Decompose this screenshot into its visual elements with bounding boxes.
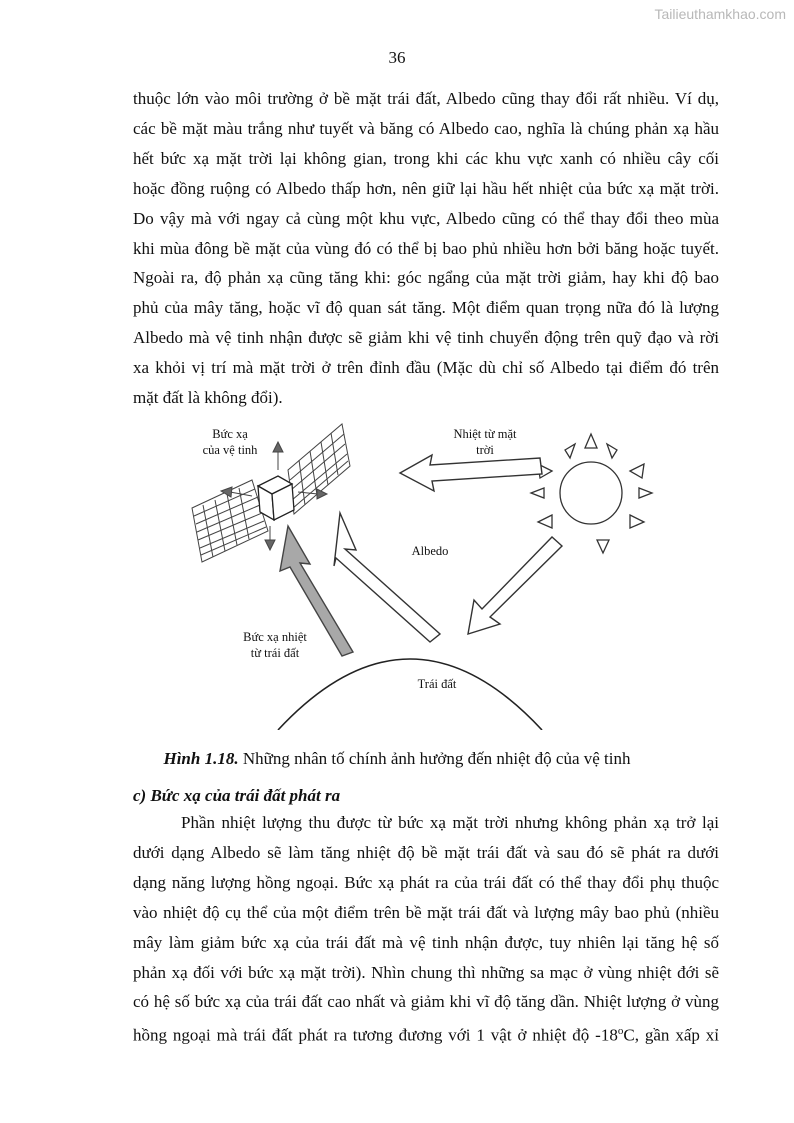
label-sun-heat bbox=[440, 426, 530, 458]
figure-caption bbox=[0, 749, 794, 769]
albedo-arrow bbox=[334, 513, 440, 642]
text-line: các bề mặt màu trắng như tuyết và băng có Albedo cao, nghĩa là chúng phản xạ hầu bbox=[133, 118, 719, 138]
degree-sup: o bbox=[617, 1025, 624, 1038]
text-line: khi mùa đông bề mặt của vùng đó có thể bị bao phủ nhiều hơn bởi băng hoặc tuyết. bbox=[133, 238, 719, 258]
text-line: Ngoài ra, độ phản xạ cũng tăng khi: góc ngẩng của mặt trời giảm, hay khi độ bao bbox=[133, 268, 719, 288]
label-line: Bức xạ bbox=[212, 427, 248, 441]
text-line: hết bức xạ mặt trời lại không gian, trong khi các khu vực xanh có nhiều cây cối bbox=[133, 148, 719, 168]
paragraph-albedo bbox=[133, 84, 719, 413]
text-line: phủ của mây tăng, hoặc vĩ độ quan sát tăng. Một điểm quan trọng nữa đó là lượng bbox=[133, 298, 719, 318]
label-albedo: Albedo bbox=[411, 544, 449, 558]
text-line: Albedo mà vệ tinh nhận được sẽ giảm khi vệ tinh chuyển động trên quỹ đạo và rời bbox=[133, 328, 719, 348]
text-line: vào nhiệt độ cụ thể của một điểm trên bề mặt trái đất và lượng mây bao phủ (nhiều bbox=[133, 902, 719, 922]
label-line: Nhiệt từ mặt bbox=[453, 427, 517, 441]
text-line: mặt đất là không đổi). bbox=[133, 388, 283, 408]
label-satellite-radiation bbox=[190, 426, 270, 458]
label-line: từ trái đất bbox=[250, 646, 300, 660]
sun-to-earth-arrow bbox=[468, 537, 562, 634]
text-line: mây làm giảm bức xạ của trái đất mà vệ tinh nhận được, tuy nhiên lại tăng hệ số bbox=[133, 932, 719, 952]
page-number: 36 bbox=[388, 48, 406, 67]
text-fragment: hồng ngoại mà trái đất phát ra tương đương với 1 vật ở nhiệt độ -18 bbox=[133, 1026, 618, 1045]
figure-satellite-heat-factors bbox=[170, 418, 670, 730]
label-line: trời bbox=[476, 443, 494, 457]
sun-icon bbox=[531, 434, 652, 553]
label-line: của vệ tinh bbox=[202, 443, 258, 457]
earth-arc bbox=[278, 659, 542, 730]
caption-text: Những nhân tố chính ảnh hưởng đến nhiệt độ của vệ tinh bbox=[238, 749, 631, 768]
label-line: Bức xạ nhiệt bbox=[243, 630, 307, 644]
text-line: dưới dạng Albedo sẽ làm tăng nhiệt độ bề mặt trái đất và sau đó sẽ phát ra dưới bbox=[133, 842, 719, 862]
label-earth: Trái đất bbox=[417, 677, 457, 691]
text-line: xa khỏi vị trí mà mặt trời ở trên đỉnh đầu (Mặc dù chỉ số Albedo tại điểm đó trên bbox=[133, 358, 719, 378]
text-line: Do vậy mà với ngay cả cùng một khu vực, Albedo cũng có thể thay đổi theo mùa bbox=[133, 208, 719, 228]
text-line: thuộc lớn vào môi trường ở bề mặt trái đất, Albedo cũng thay đổi rất nhiều. Ví dụ, bbox=[133, 89, 719, 108]
text-fragment: C, gần xấp xỉ bbox=[623, 1026, 719, 1045]
sun-heat-arrow bbox=[400, 455, 542, 491]
label-earth-radiation bbox=[230, 629, 320, 661]
caption-number: Hình 1.18. bbox=[163, 749, 239, 768]
text-line: dạng năng lượng hồng ngoại. Bức xạ phát ra của trái đất có thể thay đổi phụ thuộc bbox=[133, 872, 719, 892]
text-line: có hệ số bức xạ của trái đất cao nhất và giảm khi vĩ độ tăng dần. Nhiệt lượng ở vùng bbox=[133, 992, 719, 1012]
text-line: phản xạ đối với bức xạ mặt trời). Nhìn chung thì những sa mạc ở vùng nhiệt đới sẽ bbox=[133, 962, 719, 982]
text-line: Phần nhiệt lượng thu được từ bức xạ mặt trời nhưng không phản xạ trở lại bbox=[181, 813, 719, 832]
section-heading: c) Bức xạ của trái đất phát ra bbox=[133, 786, 341, 805]
watermark: Tailieuthamkhao.com bbox=[654, 6, 786, 22]
text-line: hoặc đồng ruộng có Albedo thấp hơn, nên giữ lại hầu hết nhiệt của bức xạ mặt trời. bbox=[133, 178, 719, 198]
text-line bbox=[133, 1017, 719, 1051]
paragraph-earth-radiation bbox=[133, 808, 719, 1051]
